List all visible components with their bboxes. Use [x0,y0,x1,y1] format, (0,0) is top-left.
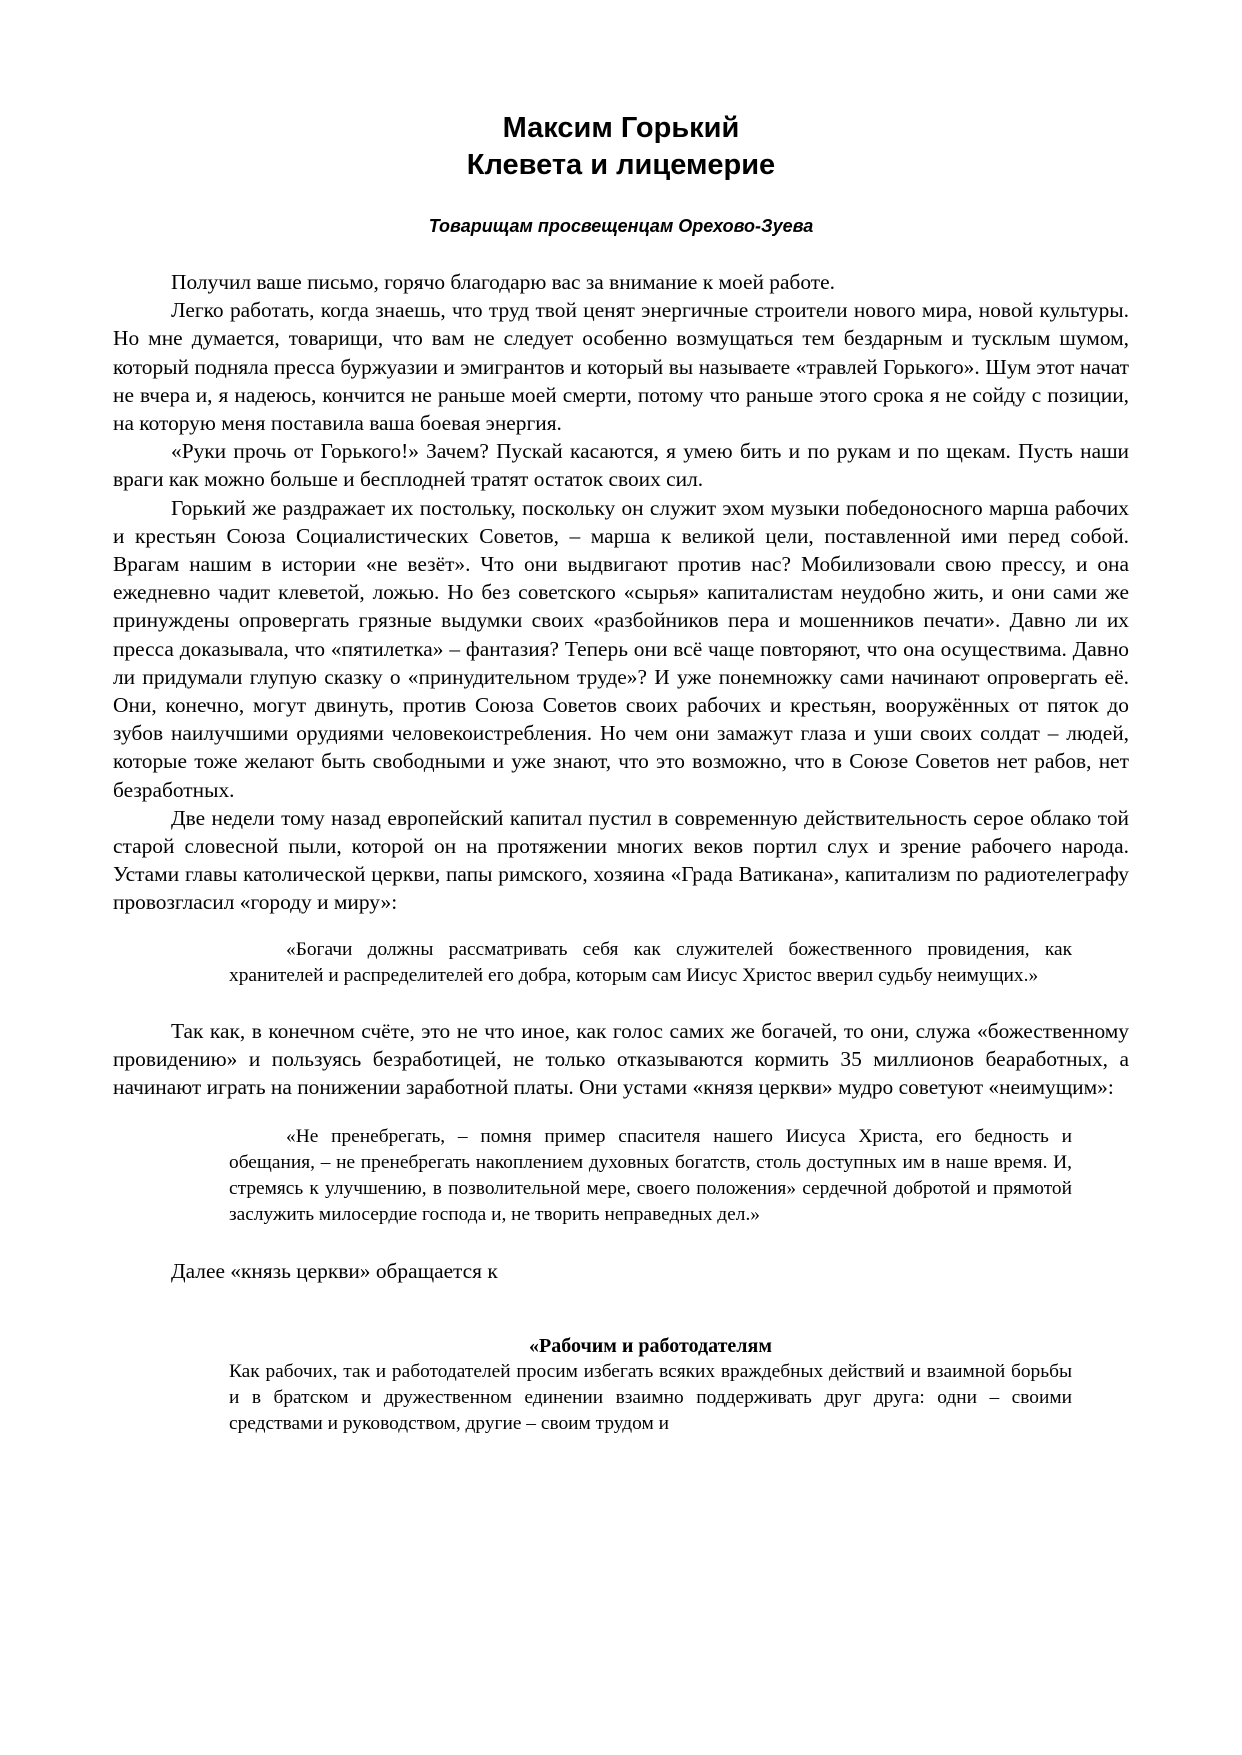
paragraph-6: Так как, в конечном счёте, это не что иное, как голос самих же богачей, то они, служа «божественному провидению» и пользуясь безработицей, не только отказываются кормить 35 миллионов беаработных, а начинают играть на понижении заработной платы. Они устами «князя церкви» мудро советуют «неимущим»: [113,1019,1129,1100]
spacer [113,1285,1129,1333]
paragraph-3: «Руки прочь от Горького!» Зачем? Пускай касаются, я умею бить и по рукам и по щекам. Пусть наши враги как можно больше и бесплодней тратят остаток своих сил. [113,439,1129,492]
paragraph-1: Получил ваше письмо, горячо благодарю вас за внимание к моей работе. [171,270,835,294]
quote-3: Как рабочих, так и работодателей просим избегать всяких враждебных действий и взаимной борьбы и в братском и дружественном единении взаимно поддерживать друг друга: одни – своими средствами и руководством, другие – своим трудом и [229,1360,1072,1435]
quote-subheading: «Рабочим и работодателям [529,1334,772,1357]
spacer [113,989,1129,1017]
paragraph-7: Далее «князь церкви» обращается к [171,1258,498,1283]
spacer [113,1102,1129,1124]
dedication: Товарищам просвещенцам Орехово-Зуева [428,216,814,236]
paragraph-2: Легко работать, когда знаешь, что труд твой ценят энергичные строители нового мира, новой культуры. Но мне думается, товарищи, что вам не следует особенно возмущаться тем бездарным и тусклым шумом, который подняла пресса буржуазии и эмигрантов и который вы называете «травлей Горького». Шум этот начат не вчера и, я надеюсь, кончится не раньше моей смерти, потому что раньше этого срока я не сойду с позиции, на которую меня поставила ваша боевая энергия. [113,298,1129,436]
document-header [0,110,1242,184]
paragraph-4: Горький же раздражает их постольку, поскольку он служит эхом музыки победоносного марша рабочих и крестьян Союза Социалистических Советов, – марша к великой цели, поставленной ими перед собой. Врагам нашим в истории «не везёт». Что они выдвигают против нас? Мобилизовали свою прессу, и она ежедневно чадит клеветой, ложью. Но без советского «сырья» капиталистам неудобно жить, и они сами же принуждены опровергать грязные выдумки своих «разбойников пера и мошенников печати». Давно ли их пресса доказывала, что «пятилетка» – фантазия? Теперь они всё чаще повторяют, что она осуществима. Давно ли придумали глупую сказку о «принудительном труде»? И уже понемножку сами начинают опровергать её. Они, конечно, могут двинуть, против Союза Советов своих рабочих и крестьян, вооружённых от пяток до зубов наилучшими орудиями человекоистребления. Но чем они замажут глаза и уши своих солдат – людей, которые тоже желают быть свободными и уже знают, что это возможно, что в Союзе Советов нет рабов, нет безработных. [113,495,1129,802]
spacer [113,917,1129,937]
document-body [113,268,1129,1437]
author-name: Максим Горький [502,112,740,144]
paragraph-5: Две недели тому назад европейский капитал пустил в современную действительность серое облако той старой словесной пыли, которой он на протяжении многих веков портил слух и зрение рабочего народа. Устами главы католической церкви, папы римского, хозяина «Града Ватикана», капитализм по радиотелеграфу провозгласил «городу и миру»: [113,805,1129,915]
quote-1: «Богачи должны рассматривать себя как служителей божественного провидения, как хранителей и распределителей его добра, которым сам Иисус Христос вверил судьбу неимущих.» [229,938,1072,986]
quote-2: «Не пренебрегать, – помня пример спасителя нашего Иисуса Христа, его бедность и обещания, – не пренебрегать накоплением духовных богатств, столь доступных им в наше время. И, стремясь к улучшению, в позволительной мере, своего положения» сердечной добротой и прямотой заслужить милосердие господа и, не творить неправедных дел.» [229,1125,1072,1226]
spacer [113,1229,1129,1257]
document-title: Клевета и лицемерие [466,149,776,181]
